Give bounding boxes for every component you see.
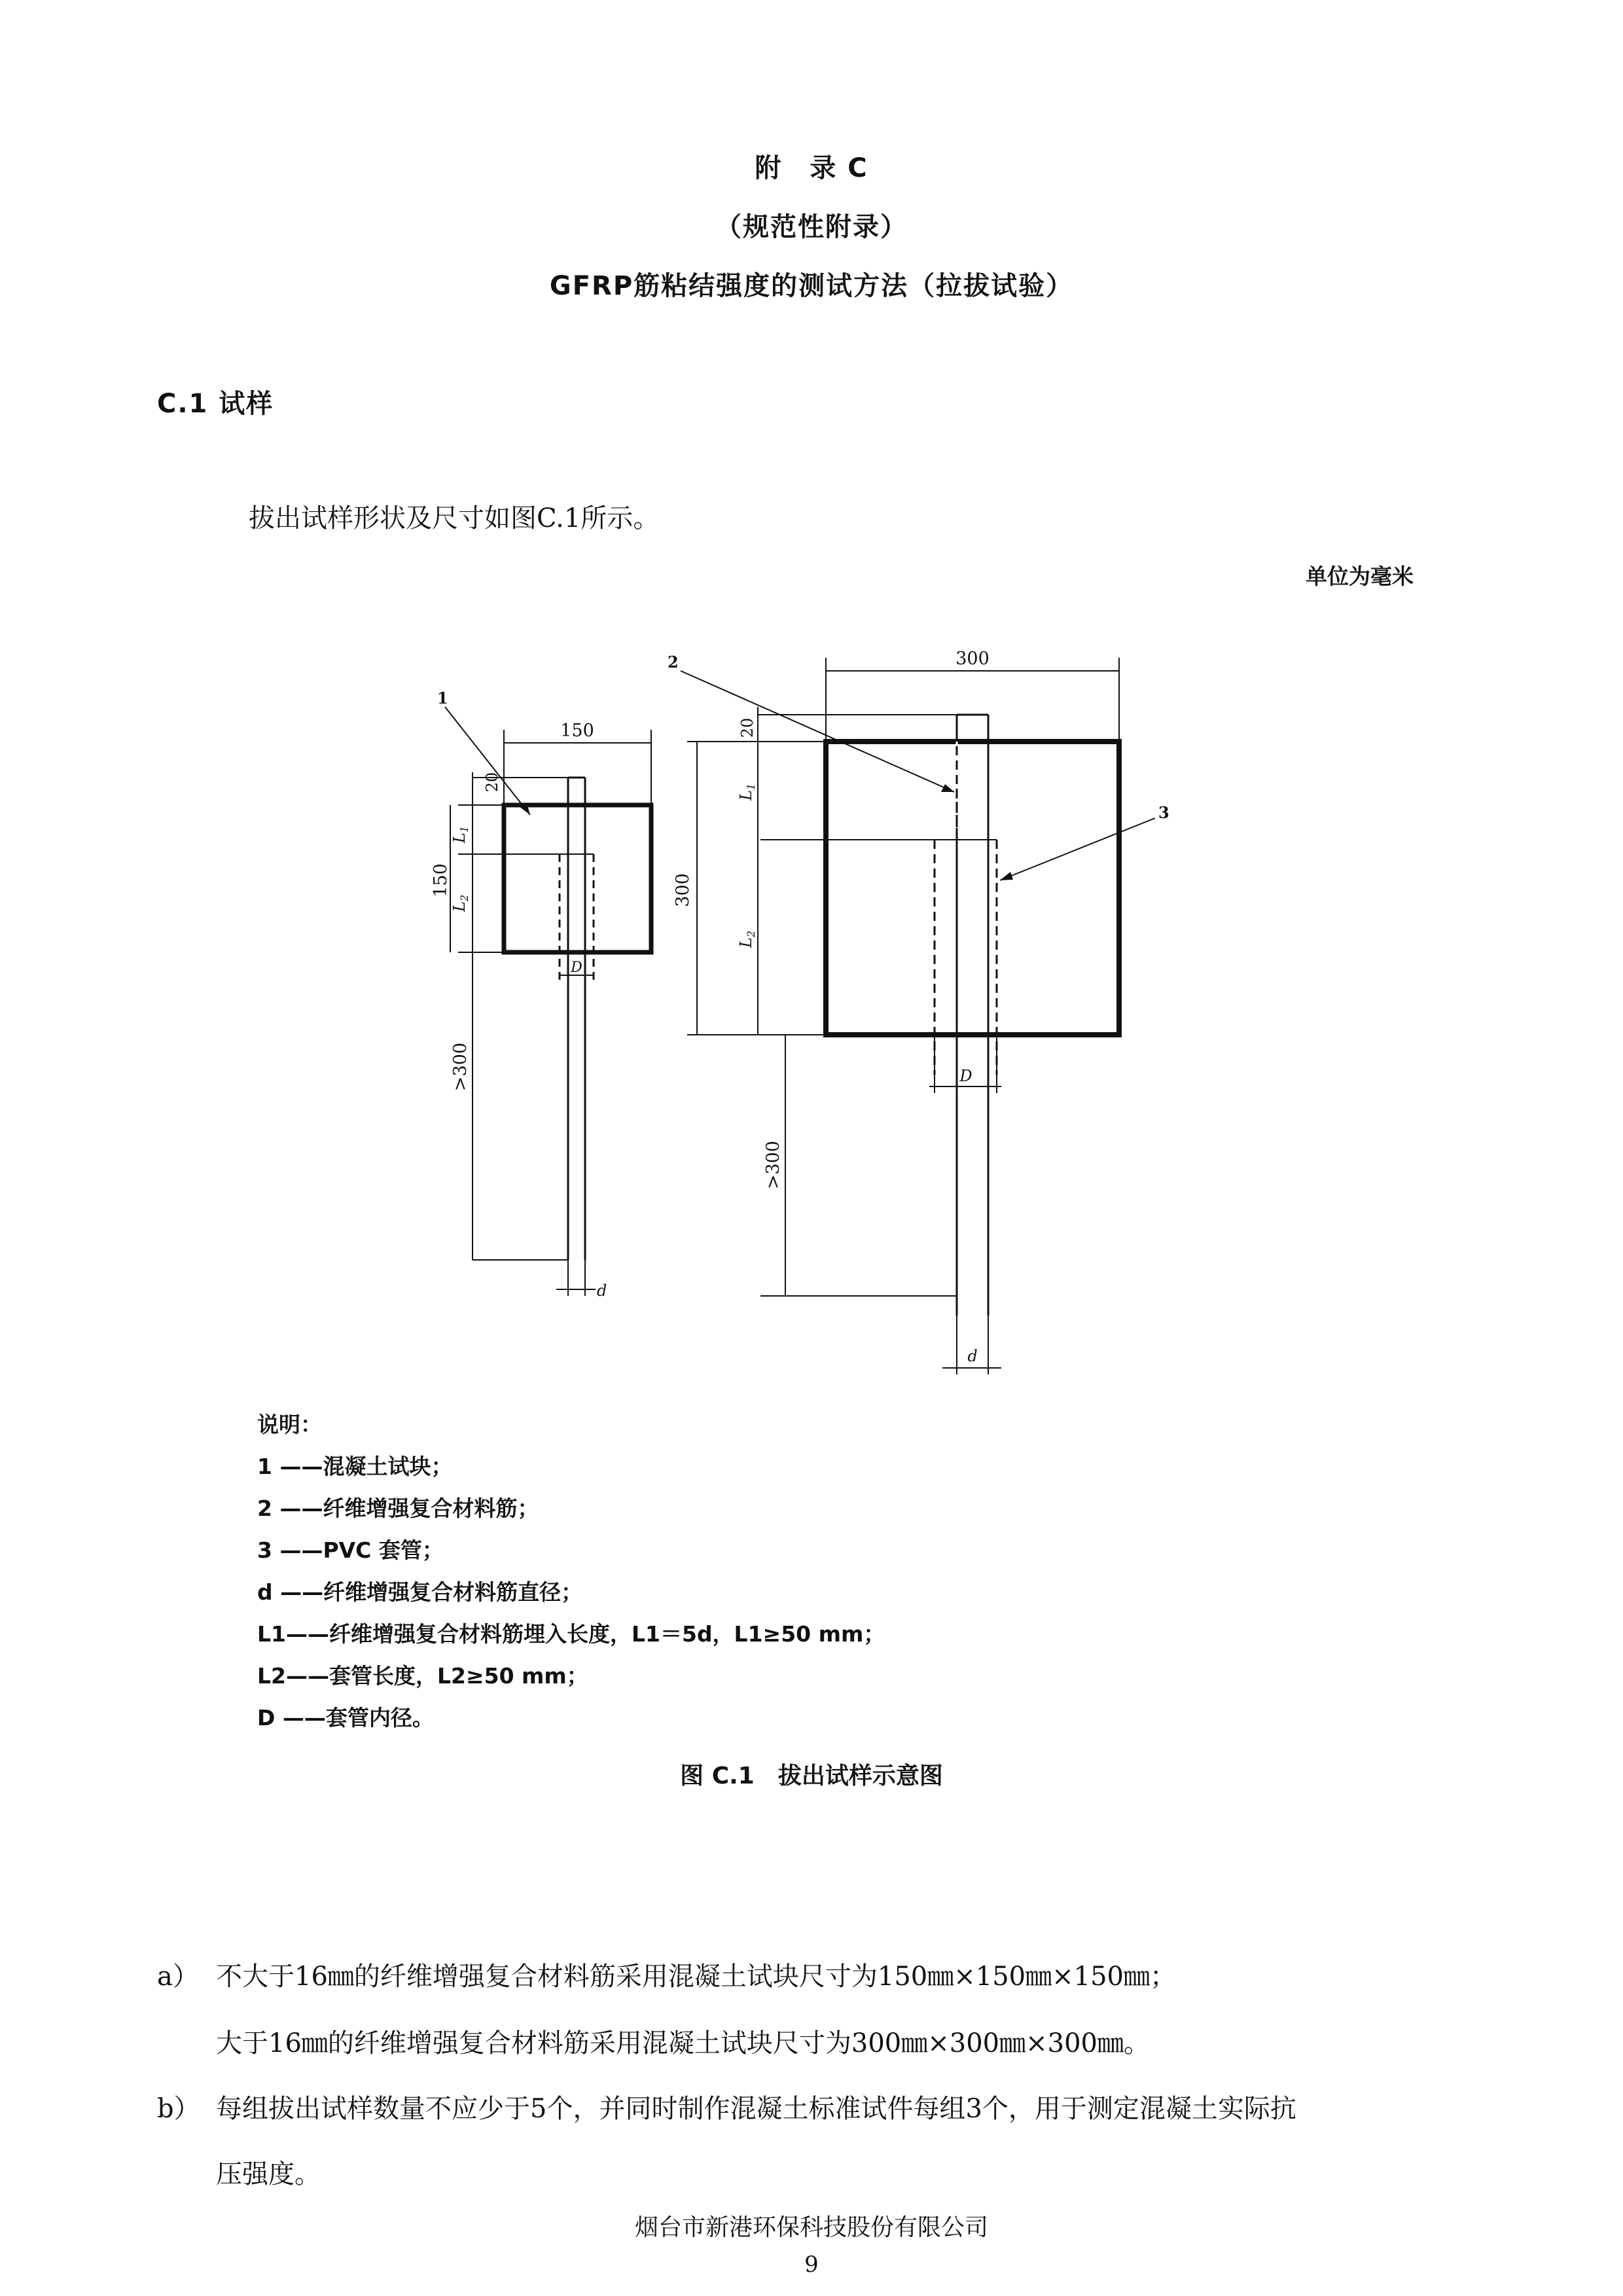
pullout-specimen-diagram [0, 641, 1623, 1401]
section-heading: C.1 试样 [157, 389, 274, 419]
item-a-line-2: 大于16㎜的纤维增强复合材料筋采用混凝土试块尺寸为300㎜×300㎜×300㎜。 [216, 2028, 1150, 2058]
item-b-marker: b） [157, 2094, 200, 2124]
big-concrete-block [826, 742, 1119, 1035]
dim-small-D: D [571, 960, 582, 976]
legend-item: D ——套管内径。 [257, 1705, 434, 1731]
dim-big-L2: $L_2$ [737, 930, 757, 948]
dim-big-top: 20 [738, 717, 757, 738]
dim-small-L1: $L_1$ [450, 825, 471, 844]
figure-caption: 图 C.1 拔出试样示意图 [680, 1763, 943, 1789]
legend-item: 1 ——混凝土试块； [257, 1454, 453, 1479]
callout-3: 3 [1158, 803, 1169, 822]
unit-note: 单位为毫米 [1306, 564, 1414, 589]
item-b-line-1: 每组拔出试样数量不应少于5个，并同时制作混凝土标准试件每组3个，用于测定混凝土实际抗 [216, 2094, 1296, 2124]
dim-big-L1: $L_1$ [737, 783, 757, 801]
dim-small-top: 20 [483, 772, 501, 793]
dim-big-bottom: >300 [763, 1140, 783, 1190]
appendix-title: GFRP筋粘结强度的测试方法（拉拔试验） [549, 271, 1074, 301]
dim-small-d: d [597, 1282, 607, 1300]
item-a-line-1: 不大于16㎜的纤维增强复合材料筋采用混凝土试块尺寸为150㎜×150㎜×150㎜； [216, 1962, 1176, 1992]
legend-title: 说明： [257, 1412, 322, 1437]
item-b-line-2: 压强度。 [216, 2159, 321, 2189]
callout-2: 2 [668, 653, 679, 672]
dim-big-width: 300 [955, 649, 990, 669]
footer-company: 烟台市新港环保科技股份有限公司 [634, 2214, 988, 2241]
small-concrete-block [504, 805, 651, 952]
legend-item: L1——纤维增强复合材料筋埋入长度，L1＝5d，L1≥50 mm； [257, 1621, 885, 1647]
legend-item: 2 ——纤维增强复合材料筋； [257, 1496, 539, 1521]
legend-item: d ——纤维增强复合材料筋直径； [257, 1579, 583, 1605]
appendix-label: 附 录 C [755, 153, 868, 183]
callout-1: 1 [437, 689, 448, 708]
legend-item: L2——套管长度，L2≥50 mm； [257, 1663, 588, 1689]
dim-small-height: 150 [431, 863, 451, 897]
figure-legend [257, 1404, 885, 1739]
dim-big-height: 300 [673, 873, 693, 907]
dim-big-D: D [959, 1067, 972, 1085]
intro-text: 拔出试样形状及尺寸如图C.1所示。 [249, 503, 660, 533]
dim-big-d: d [967, 1347, 978, 1365]
page-number: 9 [804, 2251, 819, 2278]
dim-small-L2: $L_2$ [450, 894, 471, 912]
legend-item: 3 ——PVC 套管； [257, 1537, 444, 1563]
dim-small-width: 150 [560, 721, 594, 741]
dim-small-bottom: >300 [450, 1042, 471, 1092]
item-a-marker: a） [157, 1962, 199, 1992]
normative-label: （规范性附录） [715, 212, 908, 242]
